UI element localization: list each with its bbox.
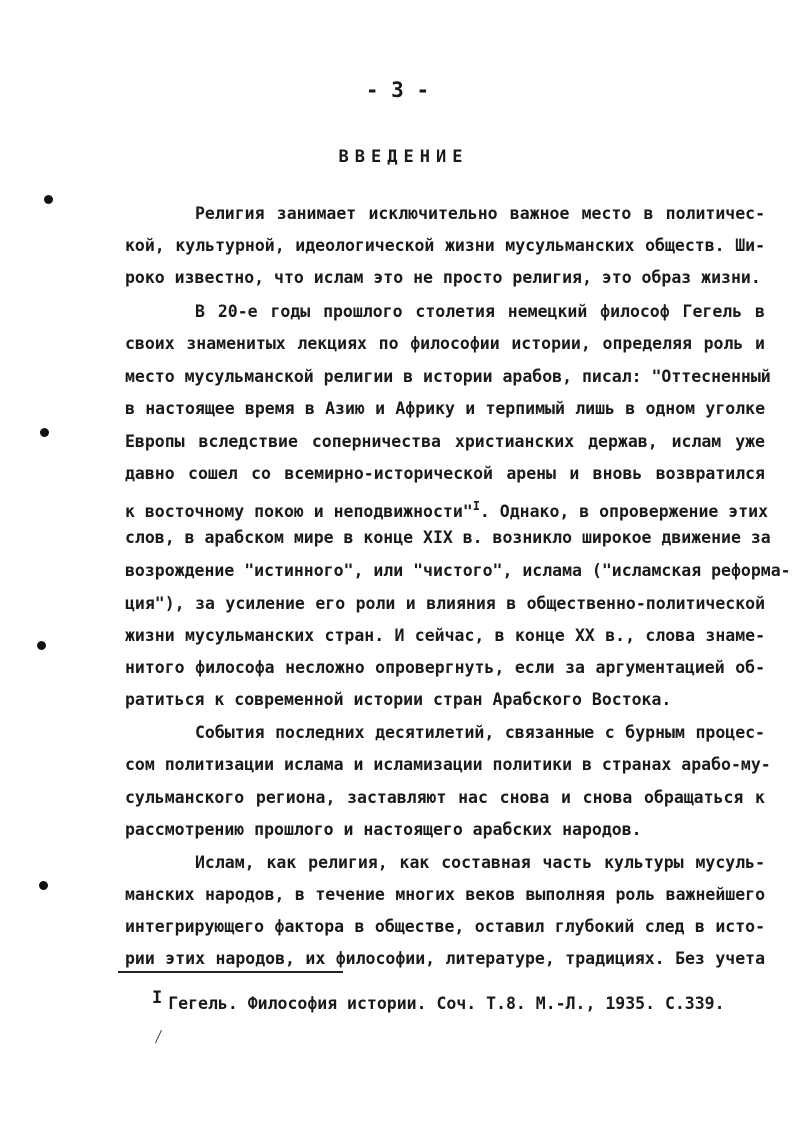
text-fragment: к восточному покою и неподвижности": [125, 502, 473, 521]
footnote-mark: I: [152, 988, 163, 1008]
text-line: События последних десятилетий, связанные с бурным процес-: [195, 723, 765, 742]
text-line: Ислам, как религия, как составная часть культуры мусуль-: [195, 853, 765, 872]
text-line: роко известно, что ислам это не просто религия, это образ жизни.: [125, 268, 761, 287]
text-line: рассмотрению прошлого и настоящего арабских народов.: [125, 820, 642, 839]
text-line: Религия занимает исключительно важное место в политичес-: [195, 204, 765, 223]
text-line: жизни мусульманских стран. И сейчас, в конце XX в., слова знаме-: [125, 626, 765, 645]
text-line: нитого философа несложно опровергнуть, если за аргументацией об-: [125, 658, 765, 677]
footnote-separator: [118, 971, 343, 973]
text-fragment: . Однако, в опровержение этих: [479, 502, 769, 521]
page-number: - 3 -: [365, 78, 430, 102]
page-title: ВВЕДЕНИЕ: [338, 147, 469, 167]
text-line: возрождение "истинного", или "чистого", ислама ("исламская реформа-: [125, 561, 791, 580]
binder-hole: [40, 428, 49, 437]
text-line: В 20-е годы прошлого столетия немецкий философ Гегель в: [195, 302, 765, 321]
footnote: [152, 984, 772, 1018]
text-line: сом политизации ислама и исламизации политики в странах арабо-му-: [125, 755, 771, 774]
text-line: сульманского региона, заставляют нас снова и снова обращаться к: [125, 788, 765, 807]
binder-hole: [37, 641, 46, 650]
text-line: манских народов, в течение многих веков выполняя роль важнейшего: [125, 885, 765, 904]
text-line: рии этих народов, их философии, литературе, традициях. Без учета: [125, 949, 765, 968]
text-line: ратиться к современной истории стран Арабского Востока.: [125, 690, 672, 709]
binder-hole: [39, 881, 48, 890]
text-line-with-footnote: [125, 490, 769, 522]
text-line: ция"), за усиление его роли и влияния в общественно-политической: [125, 594, 765, 613]
scan-mark: [155, 1030, 169, 1043]
text-line: своих знаменитых лекциях по философии истории, определяя роль и: [125, 334, 765, 353]
text-line: место мусульманской религии в истории арабов, писал: "Оттесненный: [125, 367, 771, 386]
binder-hole: [44, 195, 53, 204]
text-line: Европы вследствие соперничества христианских держав, ислам уже: [125, 432, 765, 451]
text-line: слов, в арабском мире в конце XIX в. возникло широкое движение за: [125, 528, 771, 547]
footnote-text: Гегель. Философия истории. Соч. Т.8. М.-Л., 1935. С.339.: [168, 994, 725, 1013]
text-line: давно сошел со всемирно-исторической арены и вновь возвратился: [125, 464, 765, 483]
text-line: интегрирующего фактора в обществе, оставил глубокий след в исто-: [125, 917, 765, 936]
text-line: кой, культурной, идеологической жизни мусульманских обществ. Ши-: [125, 236, 765, 255]
footnote-reference: I: [472, 499, 480, 513]
text-line: в настоящее время в Азию и Африку и терпимый лишь в одном уголке: [125, 399, 765, 418]
